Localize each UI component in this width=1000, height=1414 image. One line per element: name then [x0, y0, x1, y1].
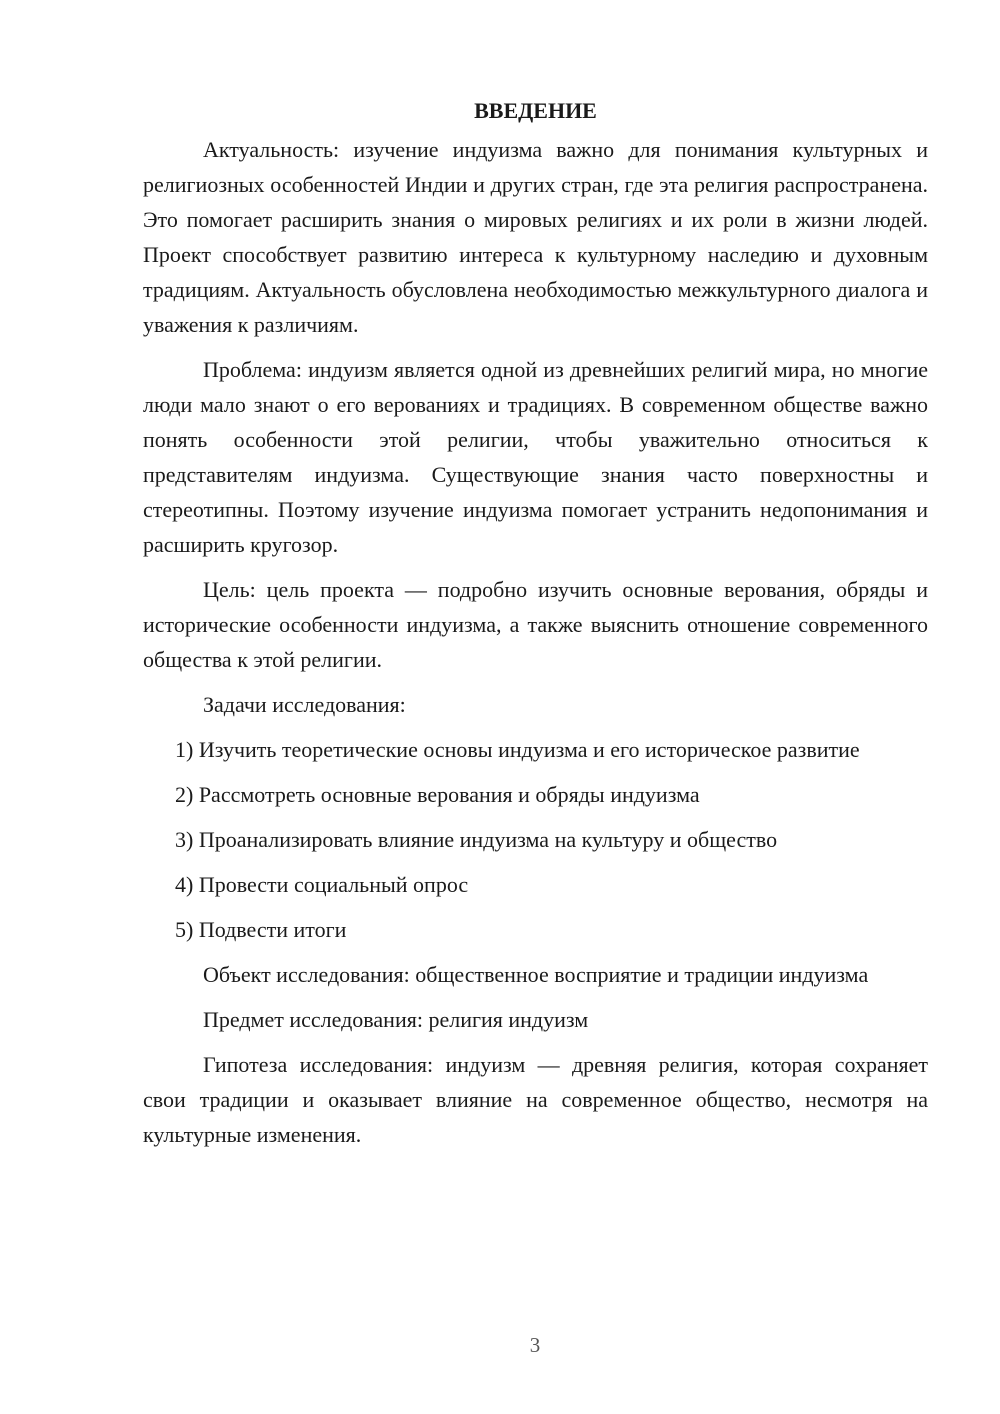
- document-page: [143, 94, 928, 1162]
- paragraph-object: Объект исследования: общественное восприятие и традиции индуизма: [203, 962, 869, 987]
- page-number: 3: [529, 1333, 541, 1357]
- paragraph-relevance: Актуальность: изучение индуизма важно для понимания культурных и религиозных особенностей Индии и других стран, где эта религия распространена. Это помогает расширить знания о мировых религиях и их роли в жизни людей. Проект способствует развитию интереса к культурному наследию и духовным традициям. Актуальность обусловлена необходимостью межкультурного диалога и уважения к различиям.: [143, 137, 928, 337]
- paragraph-problem: Проблема: индуизм является одной из древнейших религий мира, но многие люди мало знают о его верованиях и традициях. В современном обществе важно понять особенности этой религии, чтобы уважительно относиться к представителям индуизма. Существующие знания часто поверхностны и стереотипны. Поэтому изучение индуизма помогает устранить недопонимания и расширить кругозор.: [143, 357, 928, 557]
- task-item: 3) Проанализировать влияние индуизма на культуру и общество: [175, 827, 778, 852]
- task-item: 2) Рассмотреть основные верования и обряды индуизма: [175, 782, 700, 807]
- paragraph-hypothesis: Гипотеза исследования: индуизм — древняя религия, которая сохраняет свои традиции и оказывает влияние на современное общество, несмотря на культурные изменения.: [143, 1052, 928, 1147]
- page-title: ВВЕДЕНИЕ: [474, 98, 597, 123]
- paragraph-goal: Цель: цель проекта — подробно изучить основные верования, обряды и исторические особенности индуизма, а также выяснить отношение современного общества к этой религии.: [143, 577, 928, 672]
- paragraph-subject: Предмет исследования: религия индуизм: [203, 1007, 589, 1032]
- task-item: 5) Подвести итоги: [175, 917, 347, 942]
- task-item: 1) Изучить теоретические основы индуизма и его историческое развитие: [175, 737, 860, 762]
- tasks-heading: Задачи исследования:: [203, 692, 406, 717]
- task-item: 4) Провести социальный опрос: [175, 872, 469, 897]
